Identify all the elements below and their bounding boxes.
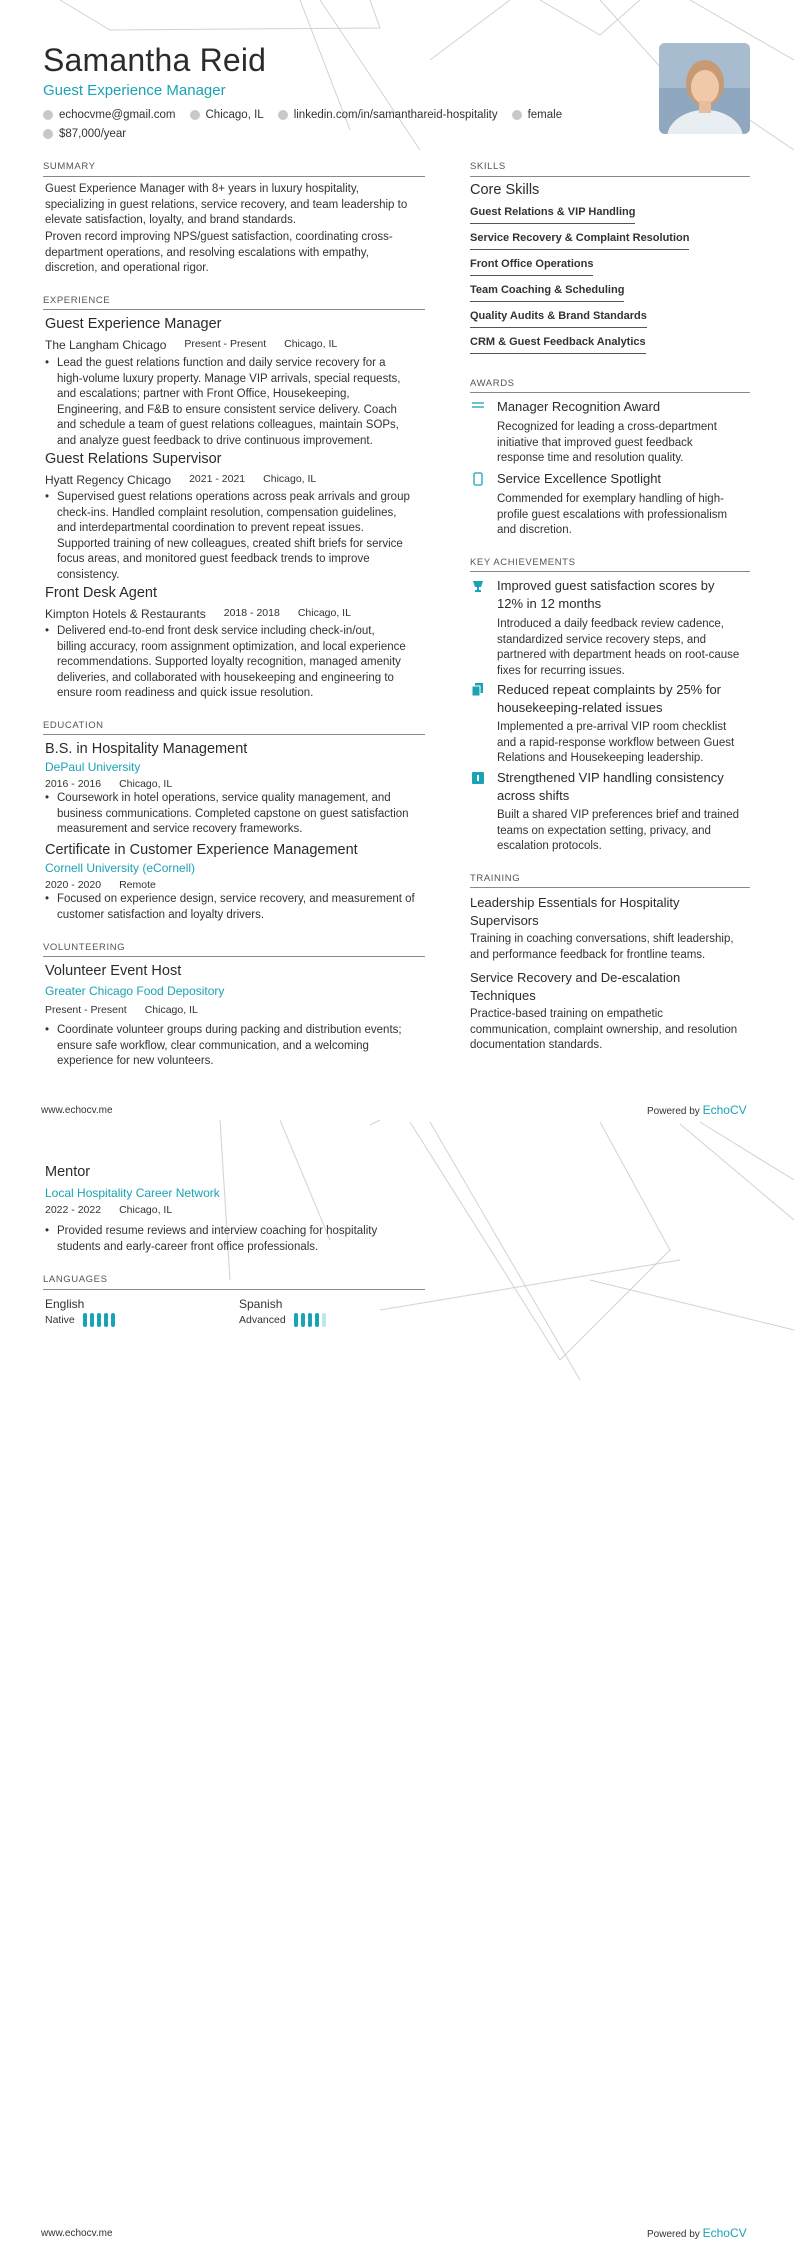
achievement-title: Strengthened VIP handling consistency across shifts — [497, 770, 724, 803]
money-icon — [43, 129, 53, 139]
award-description: Commended for exemplary handling of high- profile guest escalations with professionalism and discretion. — [497, 493, 728, 536]
job-meta: Hyatt Regency Chicago 2021 - 2021 Chicago, IL — [45, 473, 317, 487]
volunteer-org: Local Hospitality Career Network — [45, 1186, 220, 1200]
language-name: English — [45, 1297, 85, 1311]
summary-heading: SUMMARY — [43, 161, 96, 172]
education-description: • Coursework in hotel operations, service quality management, and business communications. Completed capstone on guest satisfaction measurement and service recovery frameworks. — [45, 791, 409, 838]
languages-rule — [43, 1289, 425, 1290]
achievement-title: Reduced repeat complaints by 25% for housekeeping-related issues — [497, 682, 722, 715]
language-name: Spanish — [239, 1297, 283, 1311]
training-rule — [470, 887, 750, 888]
person-icon — [512, 110, 522, 120]
degree: B.S. in Hospitality Management — [45, 741, 248, 757]
link-icon — [278, 110, 288, 120]
achievement-title: Improved guest satisfaction scores by 12% in 12 months — [497, 578, 715, 611]
skills-group-title: Core Skills — [470, 182, 540, 198]
experience-rule — [43, 309, 425, 310]
job-role: Front Desk Agent — [45, 585, 158, 601]
salary: $87,000/year — [59, 128, 127, 140]
training-heading: TRAINING — [470, 873, 521, 884]
job-description: • Delivered end-to-end front desk service including check-in/out, billing accuracy, room assignment optimization, and local experience recommendations. Supported loyalty recognition, managed amenity deliveries, and collaborated with housekeeping and engineering to ensure room readiness and quick issue resolution. — [45, 624, 406, 702]
education-description: • Focused on experience design, service recovery, and measurement of customer satisfaction and loyalty drivers. — [45, 892, 415, 923]
skill-tag: Service Recovery & Complaint Resolution — [470, 232, 689, 250]
training-description: Practice-based training on empathetic communication, complaint ownership, and resolution documentation standards. — [470, 1008, 738, 1051]
education-heading: EDUCATION — [43, 720, 104, 731]
footer-site[interactable]: www.echocv.me — [41, 2228, 113, 2239]
skills-rule — [470, 176, 750, 177]
job-title: Guest Experience Manager — [43, 82, 226, 99]
experience-heading: EXPERIENCE — [43, 295, 111, 306]
level-bar — [104, 1313, 108, 1327]
school: DePaul University — [45, 760, 141, 774]
school: Cornell University (eCornell) — [45, 861, 196, 875]
award-title: Service Excellence Spotlight — [497, 471, 662, 486]
level-bar — [301, 1313, 305, 1327]
education-rule — [43, 734, 425, 735]
summary-text-2: Proven record improving NPS/guest satisfaction, coordinating cross- department operations, and resolving escalations with empathy, discretion, and operational rigor. — [45, 231, 393, 274]
achievements-heading: KEY ACHIEVEMENTS — [470, 557, 576, 568]
achievement-description: Implemented a pre-arrival VIP room checklist and a rapid-response workflow between Guest Relations and Housekeeping leadership. — [497, 721, 735, 764]
gender: female — [527, 109, 563, 121]
skill-tag: Guest Relations & VIP Handling — [470, 206, 635, 224]
skills-heading: SKILLS — [470, 161, 506, 172]
volunteer-org: Greater Chicago Food Depository — [45, 984, 225, 998]
volunteer-description: • Provided resume reviews and interview coaching for hospitality students and early-career front office professionals. — [45, 1224, 377, 1255]
achievement-description: Introduced a daily feedback review cadence, standardized service recovery steps, and partnered with department heads on root-cause fixes for recurring issues. — [497, 618, 740, 677]
candidate-name: Samantha Reid — [43, 42, 267, 78]
level-bars — [294, 1313, 329, 1327]
volunteering-rule — [43, 956, 425, 957]
language-level: Advanced — [239, 1313, 329, 1327]
job-meta: Kimpton Hotels & Restaurants 2018 - 2018 Chicago, IL — [45, 607, 351, 621]
job-description: • Lead the guest relations function and daily service recovery for a high-volume luxury property. Manage VIP arrivals, special requests, and escalations; partner with Front Office, Housekeeping, Engineering, and F&B to ensure consistent service delivery. Coach and schedule a team of guest relations colleagues, maintain SOPs, and analyze guest feedback to drive continuous improvement. — [45, 356, 400, 449]
footer-powered: Powered by EchoCV — [647, 2226, 747, 2240]
skill-tag: Front Office Operations — [470, 258, 593, 276]
training-description: Training in coaching conversations, shift leadership, and performance feedback for frontline teams. — [470, 933, 734, 961]
badge-icon — [472, 771, 484, 785]
device-icon — [472, 472, 484, 486]
volunteer-description: • Coordinate volunteer groups during packing and distribution events; ensure safe workflow, clear communication, and a welcoming experience for new volunteers. — [45, 1023, 402, 1070]
degree: Certificate in Customer Experience Management — [45, 842, 358, 858]
document-icon — [472, 683, 484, 697]
volunteer-meta: 2022 - 2022 Chicago, IL — [45, 1204, 173, 1216]
contact-row — [43, 109, 576, 121]
job-role: Guest Relations Supervisor — [45, 451, 222, 467]
awards-rule — [470, 392, 750, 393]
training-title: Service Recovery and De-escalation Techniques — [470, 970, 681, 1003]
language-level: Native — [45, 1313, 118, 1327]
job-role: Guest Experience Manager — [45, 316, 222, 332]
trophy-icon — [472, 579, 484, 593]
level-bar — [83, 1313, 87, 1327]
skill-tag: Team Coaching & Scheduling — [470, 284, 624, 302]
languages-heading: LANGUAGES — [43, 1274, 108, 1285]
volunteer-meta: Present - Present Chicago, IL — [45, 1004, 198, 1016]
footer-powered: Powered by EchoCV — [647, 1103, 747, 1117]
level-bar — [111, 1313, 115, 1327]
level-bar — [97, 1313, 101, 1327]
level-bar — [315, 1313, 319, 1327]
location-icon — [190, 110, 200, 120]
summary-rule — [43, 176, 425, 177]
level-bar — [322, 1313, 326, 1327]
achievements-rule — [470, 571, 750, 572]
email[interactable]: echocvme@gmail.com — [59, 109, 176, 121]
level-bars — [83, 1313, 118, 1327]
level-bar — [90, 1313, 94, 1327]
level-bar — [308, 1313, 312, 1327]
email-icon — [43, 110, 53, 120]
volunteering-heading: VOLUNTEERING — [43, 942, 126, 953]
training-title: Leadership Essentials for Hospitality Supervisors — [470, 895, 680, 928]
education-meta: 2016 - 2016 Chicago, IL — [45, 778, 173, 790]
volunteer-role: Mentor — [45, 1164, 91, 1180]
job-description: • Supervised guest relations operations across peak arrivals and group check-ins. Handled complaint resolution, compensation guidelines, and interdepartmental coordination to prevent repeat issues. Supported training of new colleagues, created shift briefs for service focus areas, and monitored guest feedback trends to improve consistency. — [45, 490, 410, 583]
skill-tag: CRM & Guest Feedback Analytics — [470, 336, 646, 354]
education-meta: 2020 - 2020 Remote — [45, 879, 156, 891]
volunteer-role: Volunteer Event Host — [45, 963, 182, 979]
awards-heading: AWARDS — [470, 378, 515, 389]
linkedin[interactable]: linkedin.com/in/samanthareid-hospitality — [293, 109, 498, 121]
footer-site[interactable]: www.echocv.me — [41, 1105, 113, 1116]
award-title: Manager Recognition Award — [497, 399, 661, 414]
profile-photo — [659, 43, 750, 134]
location: Chicago, IL — [205, 109, 264, 121]
summary-text-1: Guest Experience Manager with 8+ years in luxury hospitality, specializing in guest relations, service recovery, and team leadership to elevate satisfaction, loyalty, and brand standards. — [45, 183, 408, 226]
award-description: Recognized for leading a cross-department initiative that improved guest feedback response time and resolution quality. — [497, 421, 717, 464]
level-bar — [294, 1313, 298, 1327]
lines-icon — [472, 400, 484, 414]
job-meta: The Langham Chicago Present - Present Chicago, IL — [45, 338, 338, 352]
achievement-description: Built a shared VIP preferences brief and trained teams on expectation setting, privacy, and escalation protocols. — [497, 809, 740, 852]
salary-row — [43, 128, 140, 140]
skill-tag: Quality Audits & Brand Standards — [470, 310, 647, 328]
